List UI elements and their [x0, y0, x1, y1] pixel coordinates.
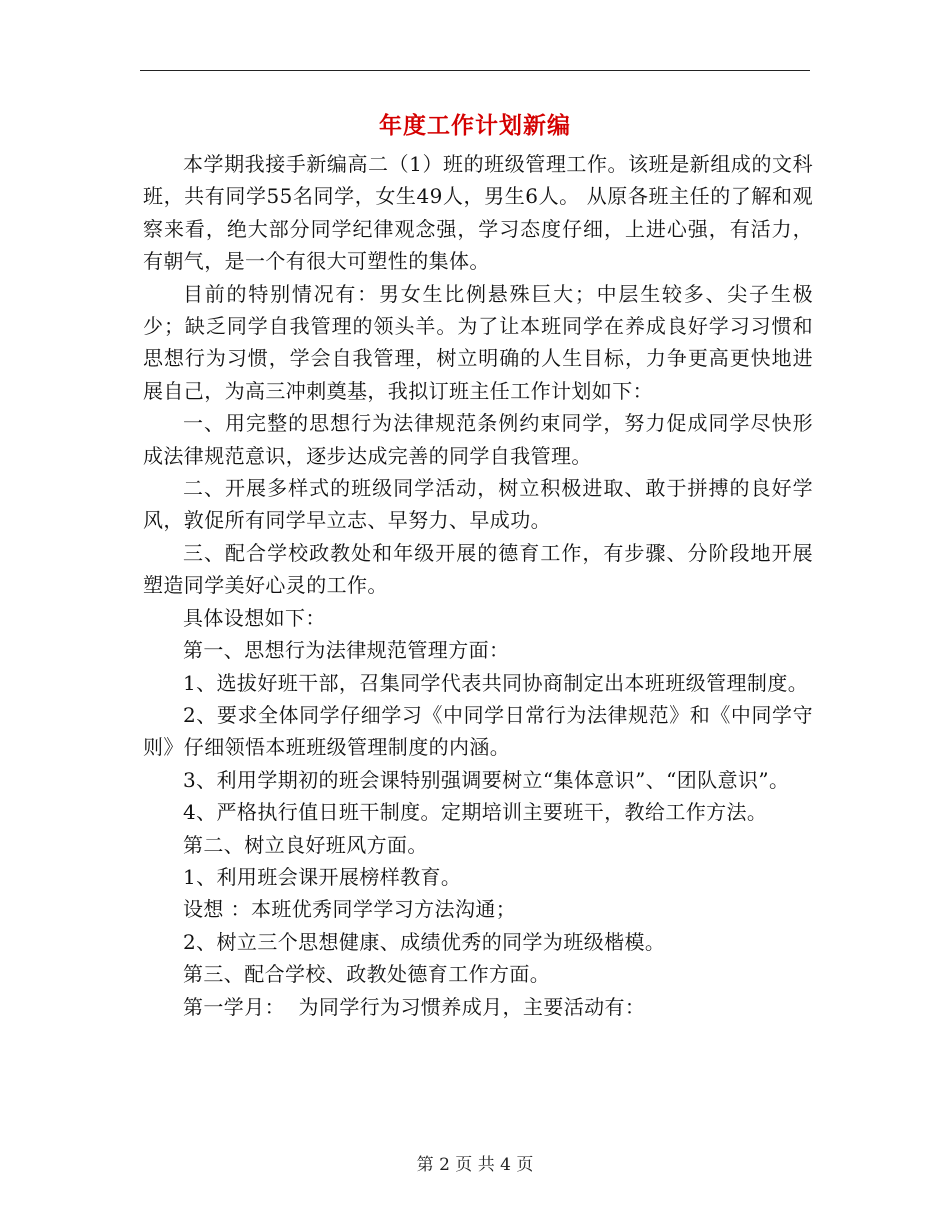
paragraph: 第一学月： 为同学行为习惯养成月，主要活动有：	[183, 994, 646, 1019]
page-number: 第 2 页 共 4 页	[416, 1155, 534, 1175]
paragraph: 二、开展多样式的班级同学活动，树立积极进取、敢于拼搏的良好学风，敦促所有同学早立志、早努力、早成功。	[143, 476, 813, 533]
list-item: 3、利用学期初的班会课特别强调要树立“集体意识”、“团队意识”。	[183, 767, 790, 792]
paragraph: 具体设想如下：	[183, 605, 326, 630]
header-rule	[140, 70, 810, 71]
list-item: 2、树立三个思想健康、成绩优秀的同学为班级楷模。	[183, 929, 666, 954]
document-title: 年度工作计划新编	[379, 113, 571, 139]
paragraph: 设想 ：本班优秀同学学习方法沟通；	[183, 897, 517, 922]
list-item: 1、利用班会课开展榜样教育。	[183, 864, 462, 889]
document-body	[143, 148, 813, 1023]
list-item: 2、要求全体同学仔细学习《中同学日常行为法律规范》和《中同学守则》仔细领悟本班班级管理制度的内涵。	[143, 702, 813, 760]
paragraph: 本学期我接手新编高二（1）班的班级管理工作。该班是新组成的文科班，共有同学55名同学，女生49人，男生6人。 从原各班主任的了解和观察来看，绝大部分同学纪律观念强，学习态度仔细，上进心强，有活力，有朝气，是一个有很大可塑性的集体。	[143, 152, 813, 274]
list-item: 4、严格执行值日班干制度。定期培训主要班干，教给工作方法。	[183, 800, 768, 825]
paragraph: 一、用完整的思想行为法律规范条例约束同学，努力促成同学尽快形成法律规范意识，逐步达成完善的同学自我管理。	[143, 411, 813, 468]
list-item: 1、选拔好班干部，召集同学代表共同协商制定出本班班级管理制度。	[183, 670, 809, 695]
section-heading: 第一、思想行为法律规范管理方面：	[183, 638, 510, 663]
section-heading: 第三、配合学校、政教处德育工作方面。	[183, 962, 551, 987]
paragraph: 目前的特别情况有：男女生比例悬殊巨大；中层生较多、尖子生极少；缺乏同学自我管理的领头羊。为了让本班同学在养成良好学习习惯和思想行为习惯，学会自我管理，树立明确的人生目标，力争更高更快地进展自己，为高三冲刺奠基，我拟订班主任工作计划如下：	[143, 281, 813, 403]
paragraph: 三、配合学校政教处和年级开展的德育工作，有步骤、分阶段地开展塑造同学美好心灵的工作。	[143, 540, 813, 598]
section-heading: 第二、树立良好班风方面。	[183, 832, 428, 857]
page-footer	[0, 1153, 950, 1177]
